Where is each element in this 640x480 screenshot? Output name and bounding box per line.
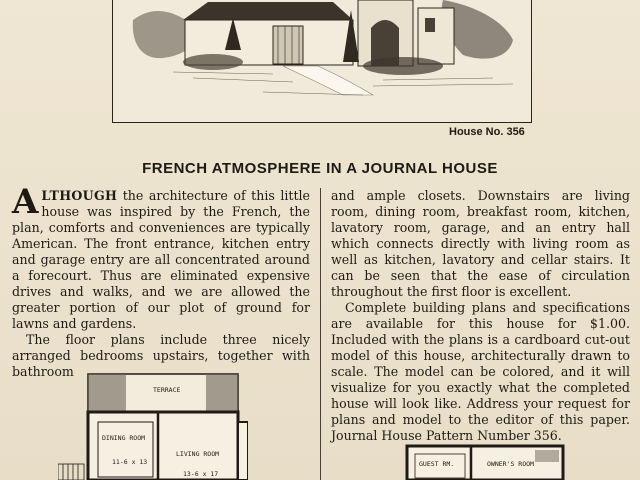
column-divider — [320, 188, 321, 480]
living-room-label: LIVING ROOM — [176, 450, 220, 458]
paragraph-intro — [12, 182, 310, 332]
illustration-caption: House No. 356 — [449, 126, 525, 138]
lead-word: LTHOUGH — [41, 188, 118, 203]
house-sketch — [113, 0, 531, 122]
paragraph-floor-plans: The floor plans include three nicely arranged bedrooms upstairs, together with bathroom — [12, 332, 310, 379]
owners-room-label: OWNER'S ROOM — [487, 460, 534, 468]
dining-room-label: DINING ROOM — [102, 434, 146, 442]
house-illustration — [112, 0, 532, 123]
intro-text: the architecture of this little house was inspired by the French, the plan, comforts and conveniences are typically American. The front entrance, kitchen entry and garage entry are all concentrated around a forecourt. Thus are eliminated expensive drives and walks, and we are allowed the greater portion of our plot of ground for lawns and gardens. — [12, 188, 310, 331]
terrace-label: TERRACE — [153, 386, 181, 394]
paragraph-rooms: and ample closets. Downstairs are living room, dining room, breakfast room, kitchen, lavatory room, garage, and an entry hall which connects directly with living room as well as kitchen, lavatory and cellar stairs. It can be seen that the ease of circulation throughout the first floor is excellent. — [331, 188, 630, 299]
left-column — [12, 182, 310, 380]
right-column — [331, 188, 630, 444]
drop-cap: A — [12, 182, 39, 222]
article-heading: FRENCH ATMOSPHERE IN A JOURNAL HOUSE — [142, 160, 498, 177]
paragraph-plans-offer: Complete building plans and specifications are available for this house for $1.00. Included with the plans is a cardboard cut-out model of this house, architecturally drawn to scale. The model can be colored, and it will visualize for you exactly what the completed house will look like. Address your request for plans and model to the editor of this paper. Journal House Pattern Number 356. — [331, 300, 630, 443]
living-room-size: 13-6 x 17 — [183, 470, 219, 478]
first-floor-plan — [58, 372, 248, 480]
second-floor-plan — [405, 440, 565, 480]
guest-room-label: GUEST RM. — [419, 460, 455, 468]
dining-room-size: 11-6 x 13 — [112, 458, 148, 466]
